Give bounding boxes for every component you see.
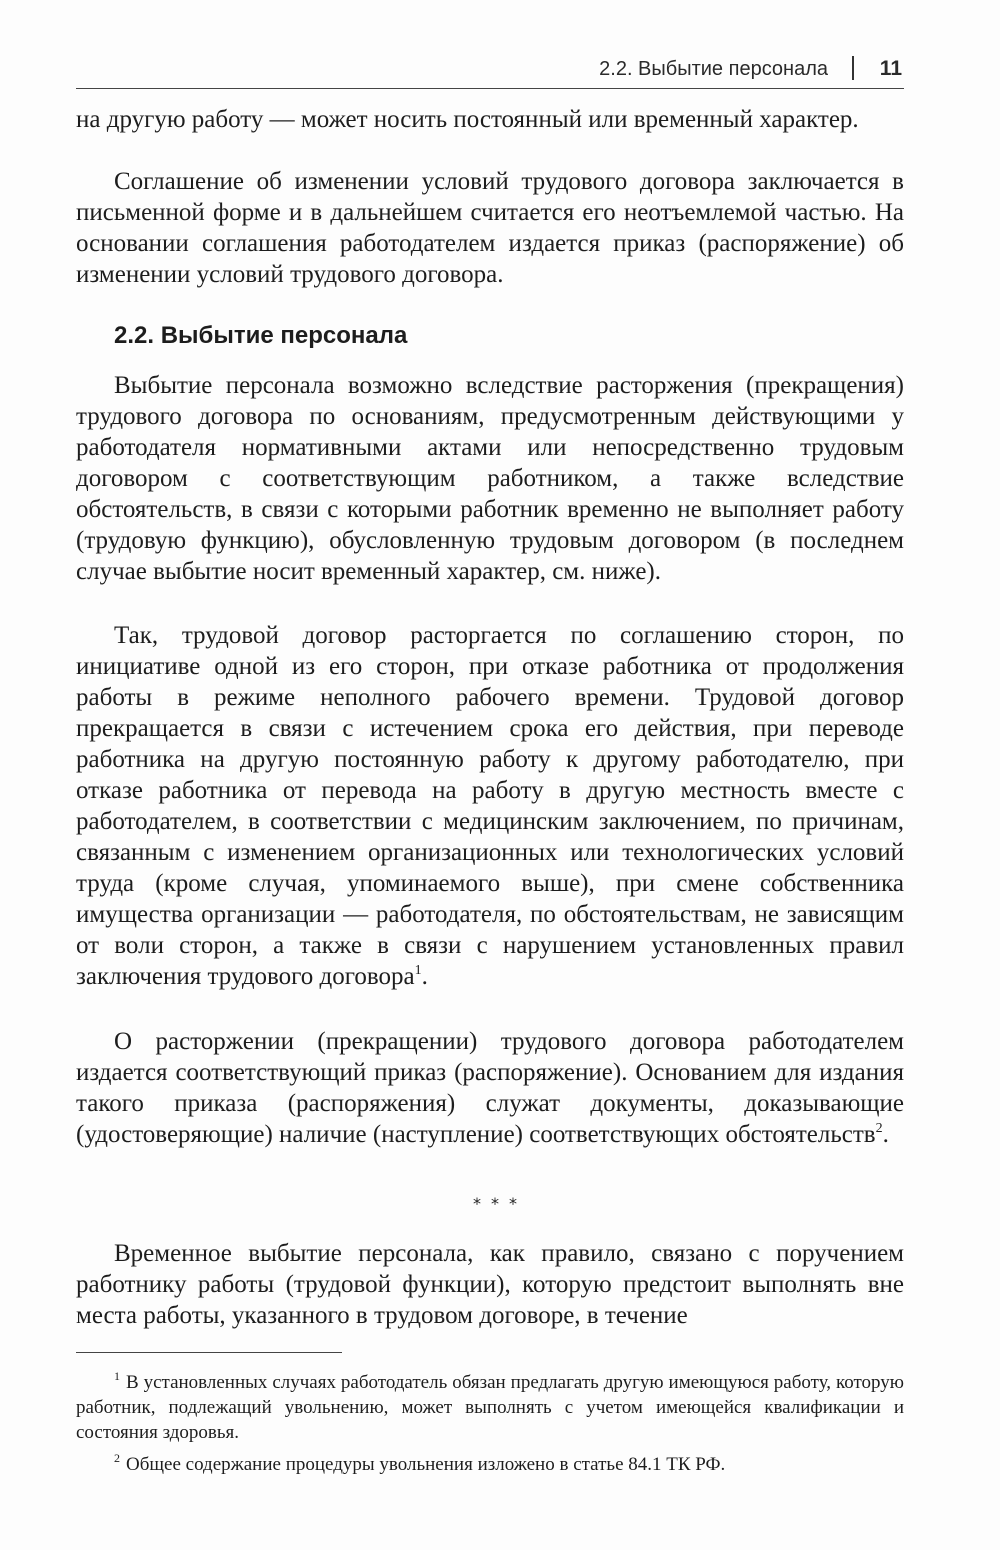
paragraph-order-text: О расторжении (прекращении) трудового договора работодателем издается соответствующий приказ (распоряжение). Основанием для издания такого приказа (распоряжения) служат документы, доказывающие (удостоверяющие) наличие (наступление) соответствующих обстоятельств: [76, 1028, 904, 1148]
paragraph-order-end: .: [882, 1121, 889, 1148]
footnote-ref-1[interactable]: 1: [414, 963, 422, 978]
section-heading: 2.2. Выбытие персонала: [114, 322, 408, 349]
footnote-2-number: 2: [114, 1451, 120, 1465]
running-header: [76, 52, 904, 88]
section-separator: ***: [473, 1194, 527, 1213]
paragraph-termination-order: [76, 1026, 904, 1150]
page-number: 11: [879, 57, 902, 80]
running-header-title: 2.2. Выбытие персонала: [599, 58, 828, 80]
footnote-1-text: В установленных случаях работодатель обязан предлагать другую имеющуюся работу, которую работник, подлежащий увольнению, может выполнять с учетом имеющейся квалификации и состояния здоровья.: [76, 1372, 904, 1443]
paragraph-agreement: Соглашение об изменении условий трудового договора заключается в письменной форме и в дальнейшем считается его неотъемлемой частью. На основании соглашения работодателем издается приказ (распоряжение) об изменении условий трудового договора.: [76, 168, 904, 288]
paragraph-termination-end: .: [421, 963, 428, 990]
header-separator: [852, 56, 854, 80]
paragraph-attrition-intro: Выбытие персонала возможно вследствие расторжения (прекращения) трудового договора по основаниям, предусмотренным действующими у работодателя нормативными актами или непосредственно трудовым договором с соответствующим работником, а также вследствие обстоятельств, в связи с которыми работник временно не выполняет работу (трудовую функцию), обусловленную трудовым договором (в последнем случае выбытие носит временный характер, см. ниже).: [76, 372, 904, 585]
footnote-1-number: 1: [114, 1369, 120, 1383]
header-rule: [76, 88, 904, 89]
paragraph-temporary-attrition: Временное выбытие персонала, как правило, связано с поручением работнику работы (трудовой функции), которую предстоит выполнять вне места работы, указанного в трудовом договоре, в течение: [76, 1240, 904, 1329]
footnote-ref-2[interactable]: 2: [875, 1121, 883, 1136]
paragraph-termination-text: Так, трудовой договор расторгается по соглашению сторон, по инициативе одной из его сторон, при отказе работника от продолжения работы в режиме неполного рабочего времени. Трудовой договор прекращается в связи с истечением срока его действия, при переводе работника на другую постоянную работу к другому работодателю, при отказе работника от перевода на работу в другую местность вместе с работодателем, в соответствии с медицинским заключением, по причинам, связанным с изменением организационных или технологических условий труда (кроме случая, упоминаемого выше), при смене собственника имущества организации — работодателя, по обстоятельствам, не зависящим от воли сторон, а также в связи с нарушением установленных правил заключения трудового договора: [76, 622, 904, 990]
footnote-2: [76, 1452, 904, 1477]
paragraph-termination-grounds: [76, 620, 904, 992]
footnote-rule: [76, 1352, 342, 1353]
footnote-2-text: Общее содержание процедуры увольнения изложено в статье 84.1 ТК РФ.: [126, 1454, 726, 1475]
footnote-1: [76, 1370, 904, 1445]
paragraph-continuation: на другую работу — может носить постоянный или временный характер.: [76, 106, 859, 133]
